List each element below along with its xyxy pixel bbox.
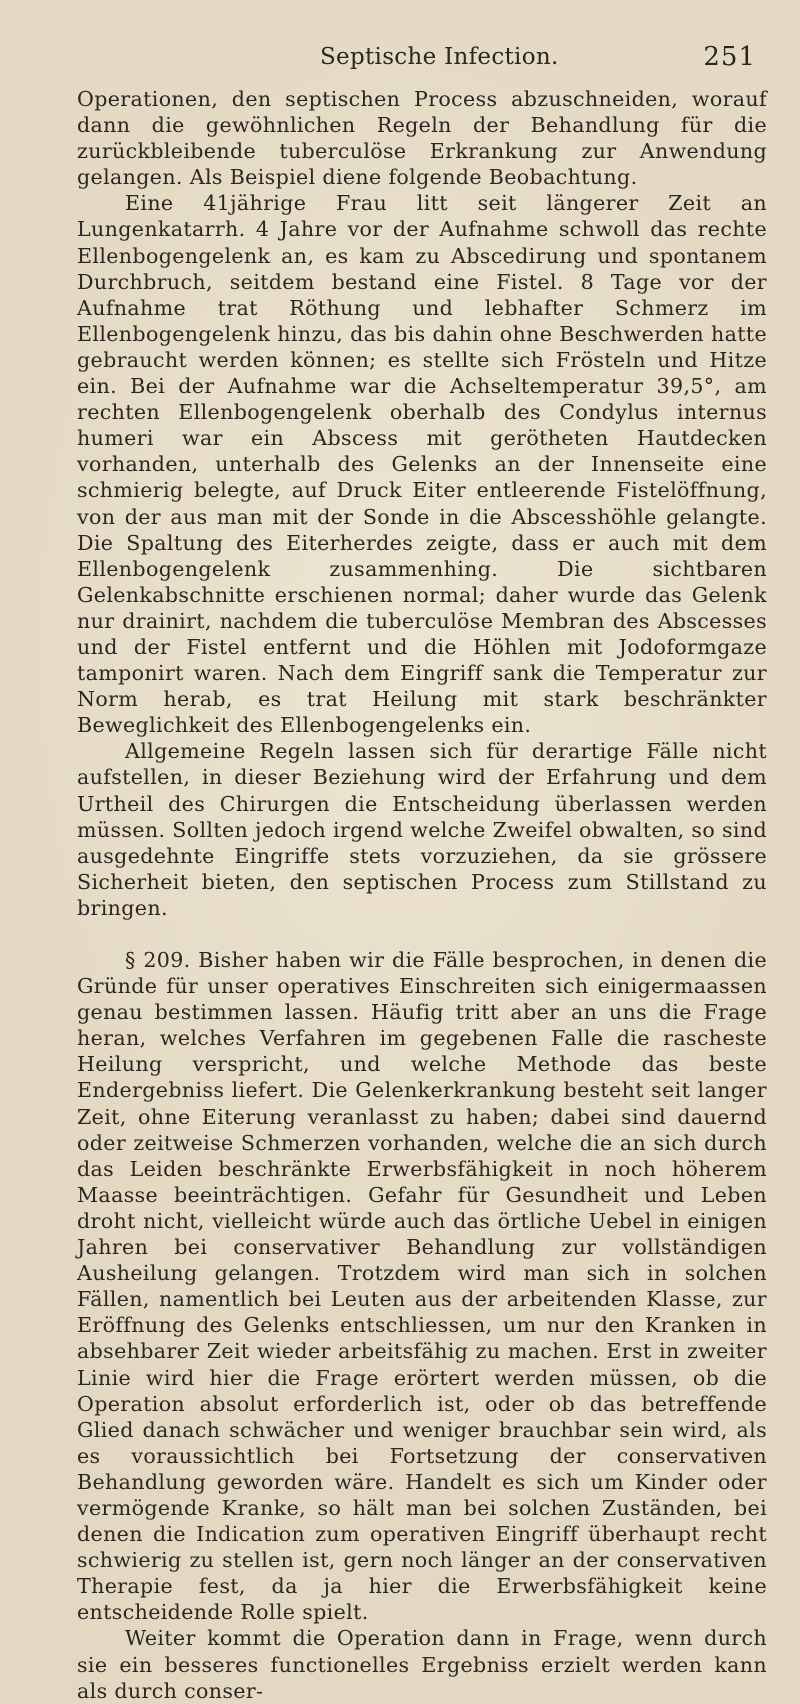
body-text bbox=[77, 86, 767, 1704]
paragraph-case-report: Eine 41jährige Frau litt seit längerer Zeit an Lungenkatarrh. 4 Jahre vor der Aufnahme schwoll das rechte Ellenbogengelenk an, es kam zu Abscedirung und spontanem Durchbruch, seitdem bestand eine Fistel. 8 Tage vor der Aufnahme trat Röthung und lebhafter Schmerz im Ellenbogengelenk hinzu, das bis dahin ohne Beschwerden hatte gebraucht werden können; es stellte sich Frösteln und Hitze ein. Bei der Aufnahme war die Achseltemperatur 39,5°, am rechten Ellenbogengelenk oberhalb des Condylus internus humeri war ein Abscess mit gerötheten Hautdecken vorhanden, unterhalb des Gelenks an der Innenseite eine schmierig belegte, auf Druck Eiter entleerende Fistelöffnung, von der aus man mit der Sonde in die Abscesshöhle gelangte. Die Spaltung des Eiterherdes zeigte, dass er auch mit dem Ellenbogengelenk zusammenhing. Die sichtbaren Gelenkabschnitte erschienen normal; daher wurde das Gelenk nur drainirt, nachdem die tuberculöse Membran des Abscesses und der Fistel entfernt und die Höhlen mit Jodoformgaze tamponirt waren. Nach dem Eingriff sank die Temperatur zur Norm herab, es trat Heilung mit stark beschränkter Beweglichkeit des Ellenbogengelenks ein. bbox=[77, 191, 767, 738]
paragraph-general-rules: Allgemeine Regeln lassen sich für derartige Fälle nicht aufstellen, in dieser Beziehung wird der Erfahrung und dem Urtheil des Chirurgen die Entscheidung überlassen werden müssen. Sollten jedoch irgend welche Zweifel obwalten, so sind ausgedehnte Eingriffe stets vorzuziehen, da sie grössere Sicherheit bieten, den septischen Process zum Stillstand zu bringen. bbox=[77, 739, 768, 920]
paragraph-section-209: § 209. Bisher haben wir die Fälle besprochen, in denen die Gründe für unser operatives Einschreiten sich einigermaassen genau bestimmen lassen. Häufig tritt aber an uns die Frage heran, welches Verfahren im gegebenen Falle die rascheste Heilung verspricht, und welche Methode das beste Endergebniss liefert. Die Gelenkerkrankung besteht seit langer Zeit, ohne Eiterung veranlasst zu haben; dabei sind dauernd oder zeitweise Schmerzen vorhanden, welche die an sich durch das Leiden beschränkte Erwerbsfähigkeit in noch höherem Maasse beeinträchtigen. Gefahr für Gesundheit und Leben droht nicht, vielleicht würde auch das örtliche Uebel in einigen Jahren bei conservativer Behandlung zur vollständigen Ausheilung gelangen. Trotzdem wird man sich in solchen Fällen, namentlich bei Leuten aus der arbeitenden Klasse, zur Eröffnung des Gelenks entschliessen, um nur den Kranken in absehbarer Zeit wieder arbeitsfähig zu machen. Erst in zweiter Linie wird hier die Frage erörtert werden müssen, ob die Operation absolut erforderlich ist, oder ob das betreffende Glied danach schwächer und weniger brauchbar sein wird, als es voraussichtlich bei Fortsetzung der conservativen Behandlung geworden wäre. Handelt es sich um Kinder oder vermögende Kranke, so hält man bei solchen Zuständen, bei denen die Indication zum operativen Eingriff überhaupt recht schwierig zu stellen ist, gern noch länger an der conservativen Therapie fest, da ja hier die Erwerbsfähigkeit keine entscheidende Rolle spielt. bbox=[77, 948, 767, 1625]
page-number: 251 bbox=[703, 42, 756, 72]
running-head bbox=[0, 36, 800, 76]
paragraph-operation-question: Weiter kommt die Operation dann in Frage, wenn durch sie ein besseres functionelles Ergebniss erzielt werden kann als durch conser- bbox=[77, 1626, 767, 1703]
paragraph-continuation: Operationen, den septischen Process abzuschneiden, worauf dann die gewöhnlichen Regeln der Behandlung für die zurückbleibende tuberculöse Erkrankung zur Anwendung gelangen. Als Beispiel diene folgende Beobachtung. bbox=[77, 87, 767, 190]
running-title: Septische Infection. bbox=[320, 44, 559, 70]
